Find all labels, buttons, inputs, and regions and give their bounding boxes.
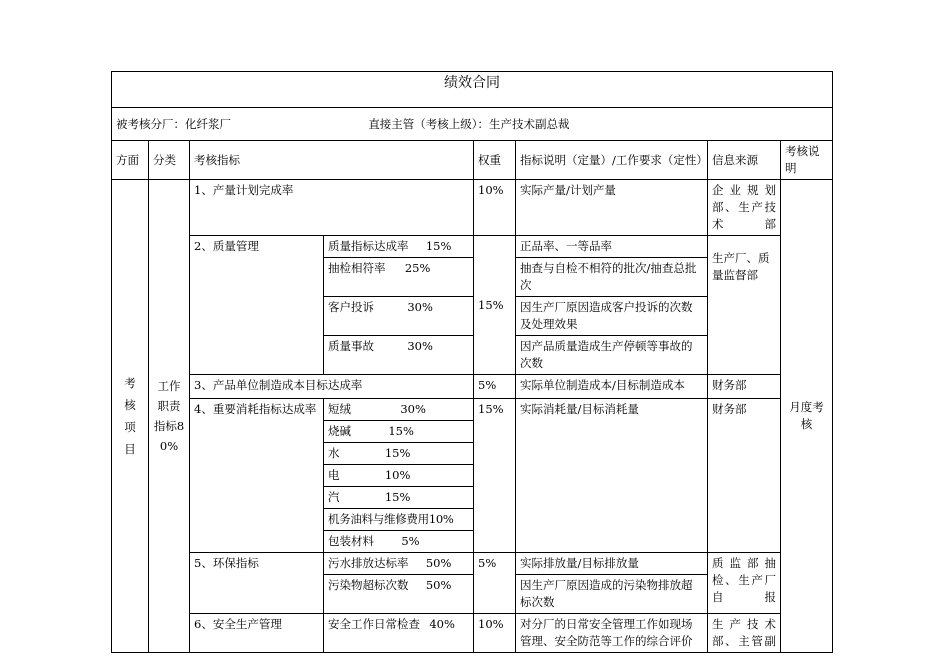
sub-name: 烧碱 xyxy=(328,424,351,438)
consumption-sub-2 xyxy=(324,421,474,443)
sub-pct: 15% xyxy=(384,446,411,460)
sub-name: 包装材料 xyxy=(328,534,374,548)
header-note: 考核说明 xyxy=(781,141,833,180)
sub-pct: 15% xyxy=(388,424,414,438)
sub-pct: 30% xyxy=(407,300,433,314)
consumption-sub-5 xyxy=(324,487,474,509)
performance-contract xyxy=(111,71,832,653)
contract-table xyxy=(111,71,833,653)
source-2-text: 生产厂、质量监督部 xyxy=(712,251,770,282)
quality-sub-2 xyxy=(324,258,474,297)
header-weight: 权重 xyxy=(474,141,516,180)
source-1: 企业规划部、生产技术部 xyxy=(708,180,781,236)
sub-name: 短绒 xyxy=(328,402,351,416)
env-sub-1 xyxy=(324,553,474,575)
quality-desc-1: 正品率、一等品率 xyxy=(516,236,708,258)
source-5: 质监部抽检、生产厂自报 xyxy=(708,553,781,614)
sub-name: 安全工作日常检查 xyxy=(328,617,420,631)
consumption-sub-6 xyxy=(324,509,474,531)
sub-name: 汽 xyxy=(328,490,340,504)
quality-desc-4: 因产品质量造成生产停顿等事故的次数 xyxy=(516,336,708,375)
sub-pct: 30% xyxy=(407,339,433,353)
indicator-3: 3、产品单位制造成本目标达成率 xyxy=(190,375,474,399)
source-2 xyxy=(708,236,781,375)
assessed-unit: 被考核分厂：化纤浆厂 xyxy=(116,116,231,131)
sub-name: 质量事故 xyxy=(328,339,374,353)
sub-pct: 15% xyxy=(384,490,411,504)
weight-6: 10% xyxy=(474,614,516,653)
quality-sub-1 xyxy=(324,236,474,258)
safety-sub-1 xyxy=(324,614,474,653)
quality-desc-3: 因生产厂原因造成客户投诉的次数及处理效果 xyxy=(516,297,708,336)
consumption-sub-7 xyxy=(324,531,474,553)
header-aspect: 方面 xyxy=(112,141,149,180)
weight-3: 5% xyxy=(474,375,516,399)
page-title: 绩效合同 xyxy=(112,72,833,108)
header-description: 指标说明（定量）/工作要求（定性） xyxy=(516,141,708,180)
sub-pct: 15% xyxy=(425,239,452,253)
desc-4: 实际消耗量/目标消耗量 xyxy=(516,399,708,553)
indicator-6: 6、安全生产管理 xyxy=(190,614,324,653)
source-4: 财务部 xyxy=(708,399,781,553)
weight-2: 15% xyxy=(474,236,516,375)
sub-pct: 5% xyxy=(401,534,420,548)
sub-pct: 30% xyxy=(400,402,426,416)
quality-sub-4 xyxy=(324,336,474,375)
sub-pct: 50% xyxy=(425,556,452,570)
sub-name: 质量指标达成率 xyxy=(328,239,409,253)
indicator-1: 1、产量计划完成率 xyxy=(190,180,474,236)
consumption-sub-1 xyxy=(324,399,474,421)
category-label: 工作职责指标80% xyxy=(153,379,185,453)
env-desc-2: 因生产厂原因造成的污染物排放超标次数 xyxy=(516,575,708,614)
sub-name: 抽检相符率 xyxy=(328,261,386,275)
weight-5: 5% xyxy=(474,553,516,614)
source-6: 生产技术部、主管副 xyxy=(708,614,781,653)
category-cell xyxy=(149,180,190,653)
sub-name: 机务油料与维修费用 xyxy=(328,512,429,526)
direct-supervisor: 直接主管（考核上级）：生产技术副总裁 xyxy=(368,116,570,131)
consumption-sub-4 xyxy=(324,465,474,487)
source-3: 财务部 xyxy=(708,375,781,399)
weight-4: 15% xyxy=(474,399,516,553)
quality-desc-2: 抽查与自检不相符的批次/抽查总批次 xyxy=(516,258,708,297)
indicator-5: 5、环保指标 xyxy=(190,553,324,614)
env-desc-1: 实际排放量/目标排放量 xyxy=(516,553,708,575)
note-cell: 月度考核 xyxy=(781,180,833,653)
sub-name: 水 xyxy=(328,446,340,460)
desc-1: 实际产量/计划产量 xyxy=(516,180,708,236)
quality-sub-3 xyxy=(324,297,474,336)
sub-name: 污水排放达标率 xyxy=(328,556,409,570)
indicator-4: 4、重要消耗指标达成率 xyxy=(190,399,324,553)
desc-6: 对分厂的日常安全管理工作如现场管理、安全防范等工作的综合评价 xyxy=(516,614,708,653)
sub-pct: 25% xyxy=(404,261,431,275)
sub-name: 污染物超标次数 xyxy=(328,578,409,592)
aspect-label: 考核项目 xyxy=(124,376,136,456)
sub-pct: 40% xyxy=(429,617,455,631)
consumption-sub-3 xyxy=(324,443,474,465)
sub-pct: 50% xyxy=(425,578,452,592)
sub-name: 电 xyxy=(328,468,340,482)
env-sub-2 xyxy=(324,575,474,614)
header-category: 分类 xyxy=(149,141,190,180)
sub-pct: 10% xyxy=(428,512,454,526)
indicator-2: 2、质量管理 xyxy=(190,236,324,375)
header-source: 信息来源 xyxy=(708,141,781,180)
sub-name: 客户投诉 xyxy=(328,300,374,314)
aspect-cell xyxy=(112,180,149,653)
header-indicator: 考核指标 xyxy=(190,141,474,180)
desc-3: 实际单位制造成本/目标制造成本 xyxy=(516,375,708,399)
info-row xyxy=(112,108,833,141)
weight-1: 10% xyxy=(474,180,516,236)
sub-pct: 10% xyxy=(384,468,411,482)
